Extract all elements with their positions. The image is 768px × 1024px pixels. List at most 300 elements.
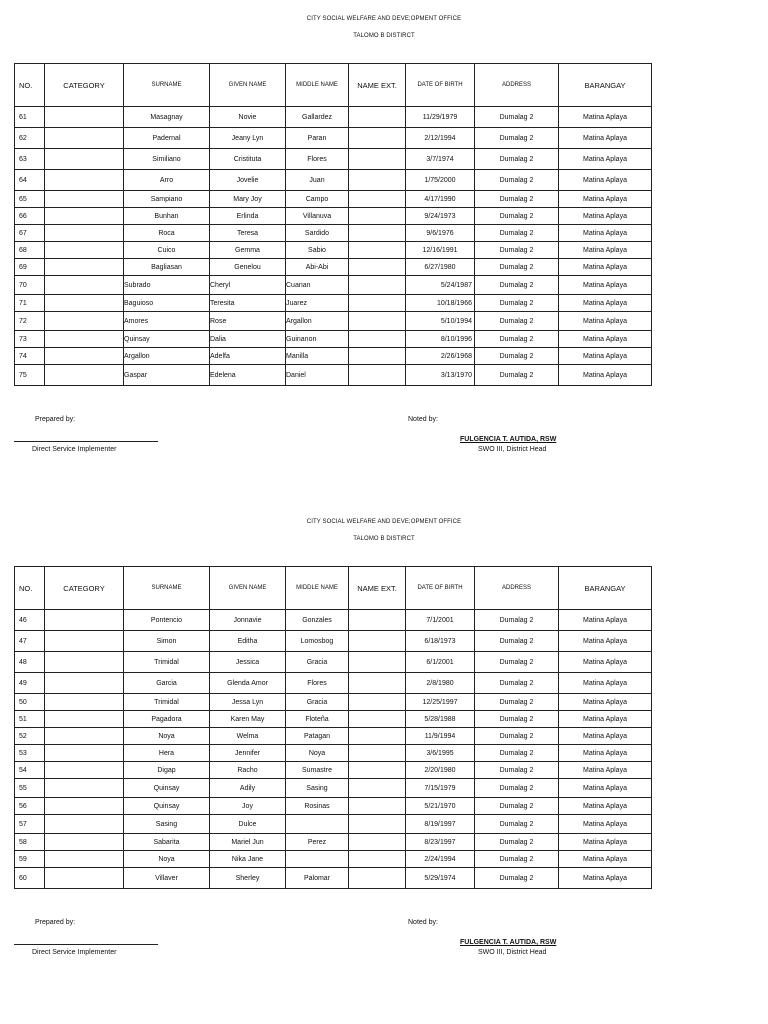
- cell-surname: Pontencio: [124, 610, 210, 631]
- table-row: [15, 225, 652, 242]
- cell-barangay: Matina Aplaya: [559, 868, 652, 889]
- cell-middle: Gonzales: [286, 610, 349, 631]
- document-page-1: [0, 0, 768, 502]
- table-row: [15, 276, 652, 295]
- cell-surname: Trimidal: [124, 694, 210, 711]
- cell-ext: [349, 694, 406, 711]
- col-header-name-ext: NAME EXT.: [349, 567, 406, 610]
- cell-ext: [349, 728, 406, 745]
- cell-address: Dumalag 2: [475, 107, 559, 128]
- table-row: [15, 631, 652, 652]
- cell-address: Dumalag 2: [475, 868, 559, 889]
- cell-category: [45, 295, 124, 312]
- cell-barangay: Matina Aplaya: [559, 365, 652, 386]
- cell-category: [45, 815, 124, 834]
- cell-middle: Villanuva: [286, 208, 349, 225]
- cell-surname: Similiano: [124, 149, 210, 170]
- cell-ext: [349, 149, 406, 170]
- table-row: [15, 149, 652, 170]
- cell-ext: [349, 276, 406, 295]
- cell-surname: Garcia: [124, 673, 210, 694]
- cell-ext: [349, 107, 406, 128]
- prepared-by-label: Prepared by:: [35, 919, 76, 926]
- cell-address: Dumalag 2: [475, 208, 559, 225]
- cell-category: [45, 208, 124, 225]
- cell-address: Dumalag 2: [475, 610, 559, 631]
- district-heading: TALOMO B DISTIRCT: [353, 33, 415, 39]
- cell-address: Dumalag 2: [475, 779, 559, 798]
- cell-ext: [349, 331, 406, 348]
- cell-surname: Baguioso: [124, 295, 210, 312]
- cell-address: Dumalag 2: [475, 815, 559, 834]
- implementer-label: Direct Service Implementer: [32, 949, 117, 956]
- cell-ext: [349, 208, 406, 225]
- cell-no: 53: [15, 745, 45, 762]
- cell-dob: 11/9/1994: [406, 728, 475, 745]
- cell-no: 52: [15, 728, 45, 745]
- table-row: [15, 365, 652, 386]
- table-row: [15, 652, 652, 673]
- cell-given: Mary Joy: [210, 191, 286, 208]
- cell-ext: [349, 259, 406, 276]
- cell-address: Dumalag 2: [475, 191, 559, 208]
- cell-middle: Floteña: [286, 711, 349, 728]
- col-header-given-name: GIVEN NAME: [210, 567, 286, 610]
- table-row: [15, 779, 652, 798]
- col-header-given-name: GIVEN NAME: [210, 64, 286, 107]
- cell-no: 73: [15, 331, 45, 348]
- prepared-by-label: Prepared by:: [35, 416, 76, 423]
- office-heading: CITY SOCIAL WELFARE AND DEVE;OPMENT OFFICE: [306, 16, 462, 22]
- cell-surname: Sasing: [124, 815, 210, 834]
- table-row: [15, 868, 652, 889]
- table-row: [15, 312, 652, 331]
- cell-address: Dumalag 2: [475, 728, 559, 745]
- cell-given: Gemma: [210, 242, 286, 259]
- cell-middle: Sabio: [286, 242, 349, 259]
- cell-category: [45, 128, 124, 149]
- cell-surname: Quinsay: [124, 798, 210, 815]
- cell-surname: Trimidal: [124, 652, 210, 673]
- cell-ext: [349, 348, 406, 365]
- cell-category: [45, 312, 124, 331]
- cell-barangay: Matina Aplaya: [559, 779, 652, 798]
- cell-ext: [349, 673, 406, 694]
- cell-middle: Guinanon: [286, 331, 349, 348]
- table-row: [15, 610, 652, 631]
- beneficiary-table: [14, 566, 652, 889]
- cell-barangay: Matina Aplaya: [559, 276, 652, 295]
- cell-surname: Amores: [124, 312, 210, 331]
- table-row: [15, 191, 652, 208]
- cell-ext: [349, 365, 406, 386]
- cell-dob: 11/29/1979: [406, 107, 475, 128]
- table-row: [15, 815, 652, 834]
- cell-category: [45, 779, 124, 798]
- cell-surname: Argallon: [124, 348, 210, 365]
- cell-dob: 2/26/1968: [406, 348, 475, 365]
- cell-surname: Villaver: [124, 868, 210, 889]
- cell-middle: Flores: [286, 673, 349, 694]
- cell-ext: [349, 868, 406, 889]
- cell-no: 65: [15, 191, 45, 208]
- cell-given: Novie: [210, 107, 286, 128]
- cell-dob: 9/24/1973: [406, 208, 475, 225]
- cell-given: Dalia: [210, 331, 286, 348]
- cell-dob: 1/75/2000: [406, 170, 475, 191]
- cell-no: 70: [15, 276, 45, 295]
- cell-address: Dumalag 2: [475, 711, 559, 728]
- cell-category: [45, 673, 124, 694]
- cell-ext: [349, 762, 406, 779]
- cell-ext: [349, 745, 406, 762]
- col-header-no: NO.: [15, 567, 45, 610]
- cell-category: [45, 868, 124, 889]
- cell-given: Cheryl: [210, 276, 286, 295]
- cell-dob: 6/27/1980: [406, 259, 475, 276]
- cell-given: Mariel Jun: [210, 834, 286, 851]
- cell-barangay: Matina Aplaya: [559, 312, 652, 331]
- cell-category: [45, 694, 124, 711]
- cell-given: Nika Jane: [210, 851, 286, 868]
- cell-barangay: Matina Aplaya: [559, 331, 652, 348]
- cell-address: Dumalag 2: [475, 276, 559, 295]
- office-heading: CITY SOCIAL WELFARE AND DEVE;OPMENT OFFICE: [306, 519, 462, 525]
- cell-ext: [349, 295, 406, 312]
- cell-given: Jessica: [210, 652, 286, 673]
- implementer-label: Direct Service Implementer: [32, 446, 117, 453]
- cell-dob: 5/29/1974: [406, 868, 475, 889]
- cell-address: Dumalag 2: [475, 242, 559, 259]
- cell-given: Genelou: [210, 259, 286, 276]
- cell-category: [45, 745, 124, 762]
- cell-barangay: Matina Aplaya: [559, 711, 652, 728]
- cell-category: [45, 652, 124, 673]
- table-row: [15, 128, 652, 149]
- cell-middle: Noya: [286, 745, 349, 762]
- cell-address: Dumalag 2: [475, 851, 559, 868]
- cell-dob: 2/8/1980: [406, 673, 475, 694]
- table-row: [15, 295, 652, 312]
- cell-address: Dumalag 2: [475, 834, 559, 851]
- cell-surname: Bunhan: [124, 208, 210, 225]
- cell-category: [45, 149, 124, 170]
- cell-ext: [349, 610, 406, 631]
- cell-category: [45, 276, 124, 295]
- col-header-barangay: BARANGAY: [559, 567, 652, 610]
- cell-address: Dumalag 2: [475, 348, 559, 365]
- table-row: [15, 331, 652, 348]
- cell-surname: Padernal: [124, 128, 210, 149]
- beneficiary-table: [14, 63, 652, 386]
- cell-middle: Sardido: [286, 225, 349, 242]
- table-row: [15, 711, 652, 728]
- cell-surname: Roca: [124, 225, 210, 242]
- cell-given: Editha: [210, 631, 286, 652]
- col-header-address: ADDRESS: [475, 64, 559, 107]
- district-head-title: SWO III, District Head: [478, 949, 547, 956]
- cell-no: 49: [15, 673, 45, 694]
- cell-surname: Noya: [124, 728, 210, 745]
- cell-dob: 5/24/1987: [406, 276, 475, 295]
- cell-dob: 6/18/1973: [406, 631, 475, 652]
- cell-given: Teresita: [210, 295, 286, 312]
- cell-dob: 12/16/1991: [406, 242, 475, 259]
- cell-ext: [349, 170, 406, 191]
- cell-dob: 5/21/1970: [406, 798, 475, 815]
- cell-category: [45, 348, 124, 365]
- col-header-surname: SURNAME: [124, 567, 210, 610]
- cell-given: Jessa Lyn: [210, 694, 286, 711]
- cell-address: Dumalag 2: [475, 798, 559, 815]
- cell-no: 72: [15, 312, 45, 331]
- cell-surname: Noya: [124, 851, 210, 868]
- cell-middle: Lomosbog: [286, 631, 349, 652]
- cell-given: Jovelie: [210, 170, 286, 191]
- cell-surname: Pagadora: [124, 711, 210, 728]
- cell-barangay: Matina Aplaya: [559, 673, 652, 694]
- cell-dob: 6/1/2001: [406, 652, 475, 673]
- cell-dob: 12/25/1997: [406, 694, 475, 711]
- cell-no: 46: [15, 610, 45, 631]
- cell-address: Dumalag 2: [475, 170, 559, 191]
- cell-surname: Arro: [124, 170, 210, 191]
- cell-given: Edelena: [210, 365, 286, 386]
- cell-middle: Palomar: [286, 868, 349, 889]
- cell-given: Teresa: [210, 225, 286, 242]
- col-header-middle-name: MIDDLE NAME: [286, 567, 349, 610]
- cell-no: 56: [15, 798, 45, 815]
- cell-dob: 10/18/1966: [406, 295, 475, 312]
- cell-dob: 3/7/1974: [406, 149, 475, 170]
- cell-barangay: Matina Aplaya: [559, 851, 652, 868]
- cell-given: Cristituta: [210, 149, 286, 170]
- cell-category: [45, 331, 124, 348]
- cell-middle: Argallon: [286, 312, 349, 331]
- cell-surname: Subrado: [124, 276, 210, 295]
- cell-address: Dumalag 2: [475, 631, 559, 652]
- noted-by-label: Noted by:: [408, 416, 438, 423]
- col-header-middle-name: MIDDLE NAME: [286, 64, 349, 107]
- cell-given: Adily: [210, 779, 286, 798]
- cell-category: [45, 762, 124, 779]
- cell-barangay: Matina Aplaya: [559, 170, 652, 191]
- cell-middle: Gallardez: [286, 107, 349, 128]
- cell-dob: 2/20/1980: [406, 762, 475, 779]
- cell-given: Jennifer: [210, 745, 286, 762]
- cell-ext: [349, 128, 406, 149]
- cell-ext: [349, 242, 406, 259]
- cell-ext: [349, 652, 406, 673]
- cell-no: 58: [15, 834, 45, 851]
- district-head-title: SWO III, District Head: [478, 446, 547, 453]
- cell-barangay: Matina Aplaya: [559, 798, 652, 815]
- cell-middle: Rosinas: [286, 798, 349, 815]
- cell-ext: [349, 225, 406, 242]
- cell-address: Dumalag 2: [475, 652, 559, 673]
- cell-given: Jonnavie: [210, 610, 286, 631]
- cell-surname: Sabarita: [124, 834, 210, 851]
- cell-given: Jeany Lyn: [210, 128, 286, 149]
- cell-barangay: Matina Aplaya: [559, 631, 652, 652]
- document-page-2: [0, 503, 768, 1005]
- col-header-address: ADDRESS: [475, 567, 559, 610]
- cell-no: 59: [15, 851, 45, 868]
- col-header-date-of-birth: DATE OF BIRTH: [406, 64, 475, 107]
- cell-middle: Daniel: [286, 365, 349, 386]
- cell-no: 57: [15, 815, 45, 834]
- cell-address: Dumalag 2: [475, 259, 559, 276]
- district-head-name: FULGENCIA T. AUTIDA, RSW: [460, 939, 557, 946]
- cell-address: Dumalag 2: [475, 295, 559, 312]
- col-header-no: NO.: [15, 64, 45, 107]
- cell-barangay: Matina Aplaya: [559, 728, 652, 745]
- cell-no: 51: [15, 711, 45, 728]
- cell-address: Dumalag 2: [475, 312, 559, 331]
- cell-no: 71: [15, 295, 45, 312]
- cell-middle: [286, 815, 349, 834]
- cell-category: [45, 728, 124, 745]
- cell-given: Erlinda: [210, 208, 286, 225]
- cell-given: Joy: [210, 798, 286, 815]
- cell-no: 47: [15, 631, 45, 652]
- cell-category: [45, 107, 124, 128]
- cell-ext: [349, 191, 406, 208]
- cell-category: [45, 711, 124, 728]
- cell-address: Dumalag 2: [475, 745, 559, 762]
- cell-category: [45, 610, 124, 631]
- cell-barangay: Matina Aplaya: [559, 107, 652, 128]
- cell-no: 69: [15, 259, 45, 276]
- cell-surname: Hera: [124, 745, 210, 762]
- cell-middle: Flores: [286, 149, 349, 170]
- col-header-name-ext: NAME EXT.: [349, 64, 406, 107]
- cell-category: [45, 225, 124, 242]
- cell-middle: Sasing: [286, 779, 349, 798]
- cell-middle: Sumastre: [286, 762, 349, 779]
- cell-barangay: Matina Aplaya: [559, 295, 652, 312]
- table-row: [15, 728, 652, 745]
- cell-barangay: Matina Aplaya: [559, 259, 652, 276]
- col-header-barangay: BARANGAY: [559, 64, 652, 107]
- cell-no: 54: [15, 762, 45, 779]
- col-header-surname: SURNAME: [124, 64, 210, 107]
- cell-middle: Patagan: [286, 728, 349, 745]
- cell-middle: Campo: [286, 191, 349, 208]
- cell-barangay: Matina Aplaya: [559, 652, 652, 673]
- district-heading: TALOMO B DISTIRCT: [353, 536, 415, 542]
- table-row: [15, 348, 652, 365]
- cell-no: 50: [15, 694, 45, 711]
- cell-surname: Quinsay: [124, 779, 210, 798]
- cell-no: 67: [15, 225, 45, 242]
- table-row: [15, 170, 652, 191]
- cell-no: 68: [15, 242, 45, 259]
- cell-address: Dumalag 2: [475, 694, 559, 711]
- cell-ext: [349, 711, 406, 728]
- cell-middle: Gracia: [286, 694, 349, 711]
- cell-no: 64: [15, 170, 45, 191]
- cell-dob: 8/10/1996: [406, 331, 475, 348]
- cell-barangay: Matina Aplaya: [559, 834, 652, 851]
- cell-address: Dumalag 2: [475, 149, 559, 170]
- cell-given: Welma: [210, 728, 286, 745]
- cell-category: [45, 798, 124, 815]
- cell-ext: [349, 779, 406, 798]
- cell-ext: [349, 851, 406, 868]
- cell-category: [45, 259, 124, 276]
- cell-middle: Juan: [286, 170, 349, 191]
- cell-category: [45, 365, 124, 386]
- cell-dob: 3/6/1995: [406, 745, 475, 762]
- cell-middle: [286, 851, 349, 868]
- cell-given: Sherley: [210, 868, 286, 889]
- cell-dob: 5/10/1994: [406, 312, 475, 331]
- cell-category: [45, 851, 124, 868]
- table-row: [15, 208, 652, 225]
- cell-dob: 4/17/1990: [406, 191, 475, 208]
- cell-given: Karen May: [210, 711, 286, 728]
- col-header-date-of-birth: DATE OF BIRTH: [406, 567, 475, 610]
- table-row: [15, 673, 652, 694]
- table-row: [15, 259, 652, 276]
- cell-middle: Cuanan: [286, 276, 349, 295]
- cell-dob: 8/19/1997: [406, 815, 475, 834]
- cell-no: 55: [15, 779, 45, 798]
- cell-category: [45, 834, 124, 851]
- cell-no: 66: [15, 208, 45, 225]
- cell-category: [45, 170, 124, 191]
- table-row: [15, 242, 652, 259]
- table-row: [15, 851, 652, 868]
- cell-surname: Masagnay: [124, 107, 210, 128]
- table-row: [15, 834, 652, 851]
- cell-no: 48: [15, 652, 45, 673]
- col-header-category: CATEGORY: [45, 64, 124, 107]
- cell-middle: Gracia: [286, 652, 349, 673]
- cell-no: 63: [15, 149, 45, 170]
- cell-surname: Bagliasan: [124, 259, 210, 276]
- cell-given: Rose: [210, 312, 286, 331]
- cell-given: Dulce: [210, 815, 286, 834]
- table-header-row: [15, 64, 652, 107]
- district-head-name: FULGENCIA T. AUTIDA, RSW: [460, 436, 557, 443]
- cell-given: Adelfa: [210, 348, 286, 365]
- cell-address: Dumalag 2: [475, 673, 559, 694]
- cell-barangay: Matina Aplaya: [559, 128, 652, 149]
- cell-dob: 9/6/1976: [406, 225, 475, 242]
- cell-barangay: Matina Aplaya: [559, 694, 652, 711]
- cell-barangay: Matina Aplaya: [559, 610, 652, 631]
- cell-barangay: Matina Aplaya: [559, 191, 652, 208]
- cell-middle: Manilla: [286, 348, 349, 365]
- table-row: [15, 694, 652, 711]
- cell-barangay: Matina Aplaya: [559, 149, 652, 170]
- cell-given: Racho: [210, 762, 286, 779]
- cell-dob: 7/15/1979: [406, 779, 475, 798]
- cell-no: 62: [15, 128, 45, 149]
- cell-address: Dumalag 2: [475, 331, 559, 348]
- cell-dob: 7/1/2001: [406, 610, 475, 631]
- cell-category: [45, 631, 124, 652]
- cell-surname: Simon: [124, 631, 210, 652]
- cell-ext: [349, 312, 406, 331]
- table-row: [15, 745, 652, 762]
- cell-ext: [349, 631, 406, 652]
- cell-middle: Perez: [286, 834, 349, 851]
- signature-line: [14, 944, 158, 945]
- col-header-category: CATEGORY: [45, 567, 124, 610]
